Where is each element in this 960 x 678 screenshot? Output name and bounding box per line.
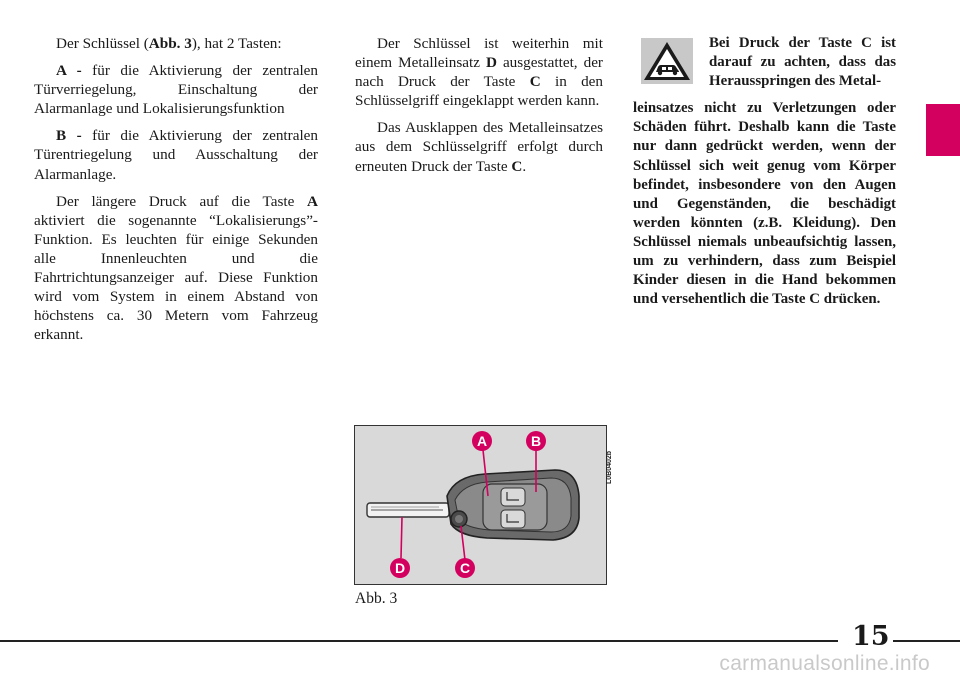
footer-rule-left [0,640,838,642]
section-tab [926,104,960,156]
svg-text:A: A [476,433,488,449]
figure-caption: Abb. 3 [355,590,398,607]
page-number: 15 [852,621,890,652]
warning-body: leinsatzes nicht zu Verletzungen oder Schäden führt. Deshalb kann die Taste nur dann gedrückt werden, wenn der Schlüssel sich weit genug vom Körper befindet, insbesondere von den Augen und Gegenständen, die beschädigt werden könnten (z.B. Kleidung). Den Schlüssel niemals unbeaufsichtig lassen, um zu verhindern, dass zum Beispiel Kinder diesen in die Hand bekommen und versehentlich die Taste C drücken. [633,100,896,308]
button-b [501,510,525,528]
text-column-1 [34,34,318,352]
svg-text:C: C [459,560,471,576]
watermark: carmanualsonline.info [719,652,930,675]
svg-text:D: D [394,560,406,576]
callout-d [390,558,410,578]
text-column-2 [355,34,603,184]
key-figure [354,425,607,585]
metal-insert-paragraph: Der Schlüssel ist weiterhin mit einem Metalleinsatz D ausgestattet, der nach Druck der Taste C in den Schlüsselgriff eingeklappt werden kann. [355,35,603,110]
item-a-paragraph: A - für die Aktivierung der zentralen Türverriegelung, Einschaltung der Alarmanlage und Lokalisierungsfunktion [34,62,319,118]
callout-b [526,431,546,451]
warning-column [633,34,896,309]
button-a [501,488,525,506]
callout-a [472,431,492,451]
intro-paragraph: Der Schlüssel (Abb. 3), hat 2 Tasten: [56,35,282,52]
figure-code: L0B0402b [606,450,613,484]
long-press-paragraph: Der längere Druck auf die Taste A aktiviert die sogenannte “Lokalisierungs”-Funktion. Es leuchten für einige Sekunden alle Innenleuchten und die Fahrtrichtungsanzeiger auf. Diese Funktion wird vom System in einem Abstand von höchstens ca. 30 Metern vom Fahrzeug erkannt. [34,192,318,344]
callout-c [455,558,475,578]
figure-reference: Abb. 3 [148,35,192,52]
warning-heading: Bei Druck der Taste C ist darauf zu achten, dass das Herausspringen des Metal- [709,35,896,90]
footer-rule-right [893,640,960,642]
key-illustration [355,426,605,583]
item-b-paragraph: B - für die Aktivierung der zentralen Türentriegelung und Ausschaltung der Alarmanlage. [34,127,319,183]
unfold-paragraph: Das Ausklappen des Metalleinsatzes aus dem Schlüsselgriff erfolgt durch erneuten Druck der Taste C. [355,119,603,175]
svg-text:B: B [530,433,542,449]
